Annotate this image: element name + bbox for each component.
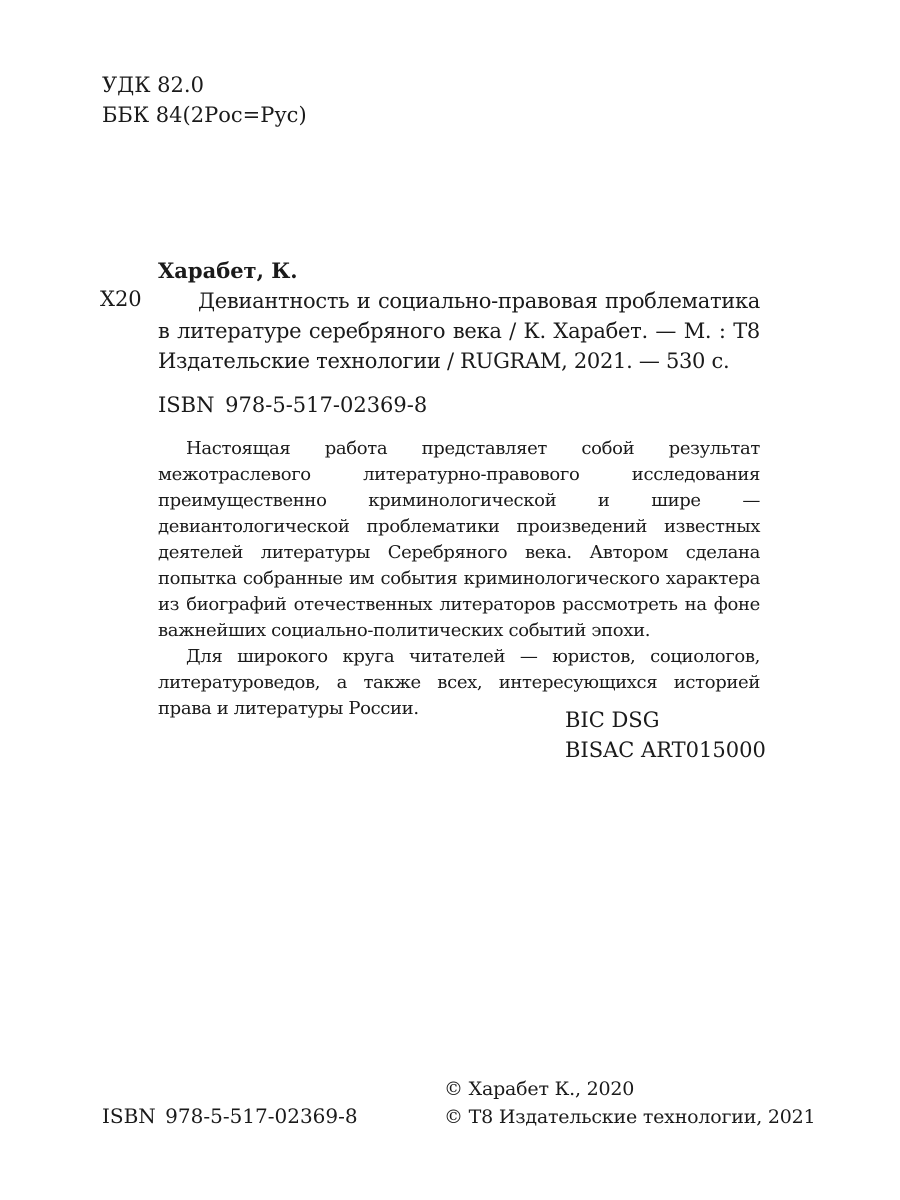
entry-author: Харабет, К. xyxy=(158,258,298,283)
subject-codes xyxy=(565,705,766,765)
bbk-code: ББК 84(2Рос=Рус) xyxy=(102,103,307,127)
copyright-author: © Харабет К., 2020 xyxy=(444,1078,635,1100)
bisac-code: BISAC ART015000 xyxy=(565,738,766,762)
isbn-bottom: ISBN 978-5-517-02369-8 xyxy=(102,1104,358,1128)
annotation xyxy=(158,436,760,722)
bibliographic-entry xyxy=(158,256,760,376)
copyright-publisher: © Т8 Издательские технологии, 2021 xyxy=(444,1106,816,1128)
annotation-paragraph: Для широкого круга читателей — юристов, социологов, литературоведов, а также всех, интересующихся историей права и литературы России. xyxy=(158,646,760,719)
entry-description: Девиантность и социально-правовая проблематика в литературе серебряного века / К. Харабет. — М. : Т8 Издательские технологии / RUGRAM, 2021. — 530 с. xyxy=(158,289,760,373)
udk-code: УДК 82.0 xyxy=(102,73,204,97)
annotation-paragraph: Настоящая работа представляет собой результат межотраслевого литературно-правового исследования преимущественно криминологической и шире — девиантологической проблематики произведений известных деятелей литературы Серебряного века. Автором сделана попытка собранные им события криминологического характера из биографий отечественных литераторов рассмотреть на фоне важнейших социально-политических событий эпохи. xyxy=(158,438,760,641)
isbn-main: ISBN 978-5-517-02369-8 xyxy=(158,393,428,417)
bic-code: BIC DSG xyxy=(565,708,660,732)
classification-block xyxy=(102,70,307,130)
copyright-block xyxy=(444,1075,815,1131)
author-code: Х20 xyxy=(100,287,142,311)
